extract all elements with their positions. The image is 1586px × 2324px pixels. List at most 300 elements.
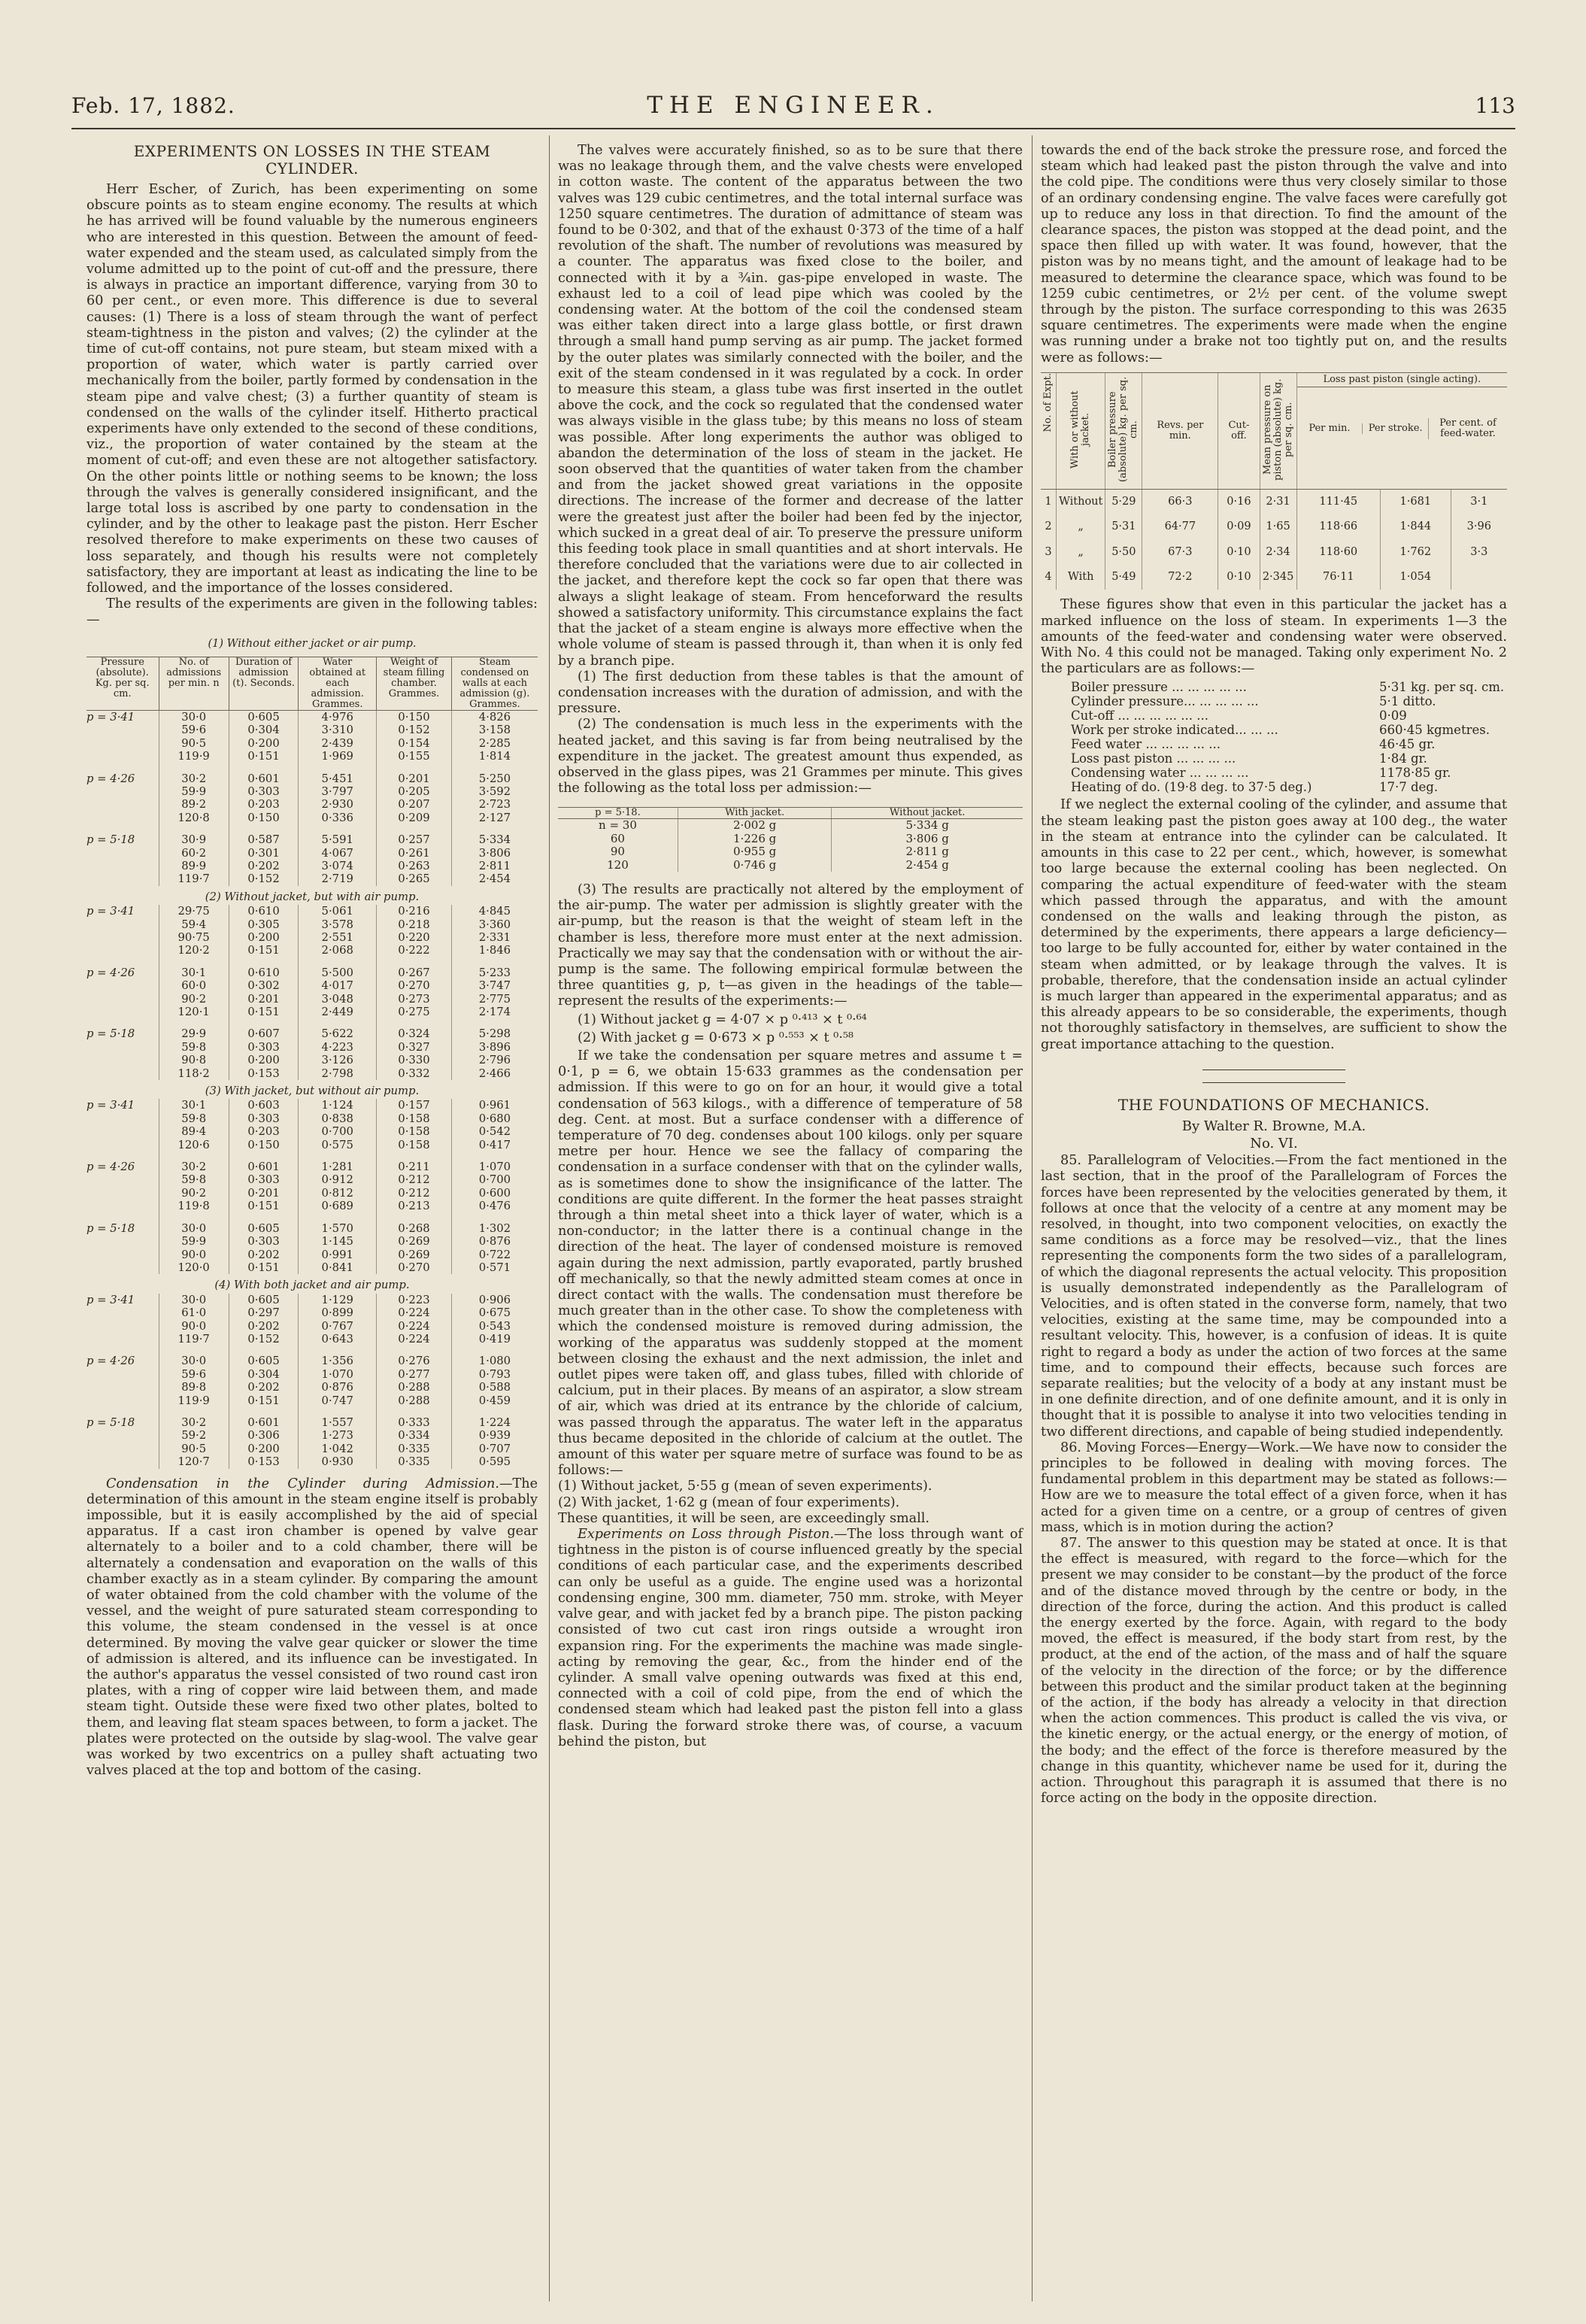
- table-header: No. of admissions per min. n: [159, 657, 229, 710]
- table-cell: 0·10: [1218, 565, 1260, 590]
- table-row: [86, 1099, 538, 1112]
- table-cell: 0·876: [299, 1381, 377, 1394]
- table-cell: 1·762: [1381, 540, 1451, 565]
- table-cell: 2·439: [299, 737, 377, 750]
- table-row: [86, 1306, 538, 1319]
- table-row: [86, 798, 538, 811]
- table-cell: 5·334: [451, 824, 538, 846]
- paragraph: 87. The answer to this question may be stated at once. It is that the effect is measured, with regard to the force—which for the present we may consider to be constant—by the product of the force and of the distance moved through by the centre or body, in the direction of the force, during the action. And this product is called the energy exerted by the force. Again, with regard to the body moved, the effect is measured, if the body start from rest, by the product, at the end of the action, of the mass and of half the square of the velocity in the direction of the force; or by the difference between this product and the similar product taken at the beginning of the action, if the body has already a velocity in that direction when the action commences. This product is called the vis viva, or the kinetic energy, or the actual energy, or the energy of motion, of the body; and the effect of the force is therefore measured by the change in this quantity, whichever name be used for it, during the action. Throughout this paragraph it is assumed that there is no force acting on the body in the opposite direction.: [1041, 1536, 1507, 1807]
- table-cell: 29·75: [159, 905, 229, 918]
- pressure-cell: p = 5·18: [86, 1027, 135, 1041]
- table-cell: 0·303: [229, 1112, 298, 1125]
- article-title: EXPERIMENTS ON LOSSES IN THE STEAM CYLINDER.: [133, 142, 491, 177]
- table-cell: 0·571: [451, 1261, 538, 1274]
- table-cell: „: [1057, 514, 1105, 539]
- pressure-cell: [86, 1006, 159, 1018]
- table-row: [86, 1187, 538, 1200]
- table-cell: 0·153: [229, 1067, 298, 1080]
- table-cell: 89·4: [159, 1125, 229, 1138]
- table-cell: 0·152: [377, 724, 452, 736]
- table-cell: 0·201: [229, 993, 298, 1006]
- table-cell: 5·250: [451, 763, 538, 785]
- particular-row: [1071, 723, 1507, 737]
- table-cell: 4·826: [451, 710, 538, 724]
- table-cell: 0·152: [229, 872, 298, 885]
- table-cell: 76·11: [1296, 565, 1380, 590]
- table-row: [86, 1213, 538, 1235]
- table-cell: 0·150: [377, 710, 452, 724]
- paragraph: These figures show that even in this particular the jacket has a marked influence on the loss of steam. In experiments 1—3 the amounts of the feed-water and condensing water were observed. With No. 4 this could not be managed. Taking only experiment No. 2 the particulars are as follows:—: [1041, 597, 1507, 677]
- table-cell: 0·603: [229, 1099, 298, 1112]
- pressure-cell: [86, 1443, 159, 1455]
- table-cell: 0·158: [377, 1139, 452, 1151]
- table-cell: 1·080: [451, 1346, 538, 1367]
- table-row: [558, 859, 1023, 872]
- table-cell: 59·9: [159, 785, 229, 798]
- table-row: [86, 1368, 538, 1381]
- table-cell: 0·841: [299, 1261, 377, 1274]
- publication-title: THE ENGINEER.: [647, 92, 940, 119]
- particular-value: 1178·85 gr.: [1379, 766, 1451, 781]
- table-cell: 3·806: [451, 847, 538, 860]
- table-cell: 1·124: [299, 1099, 377, 1112]
- table-cell: 0·304: [229, 1368, 298, 1381]
- formula: (2) With jacket g = 0·673 × p ⁰·⁵⁵³ × t ⁰·⁵⁸: [578, 1030, 854, 1045]
- table-cell: 0·265: [377, 872, 452, 885]
- table-row: [86, 979, 538, 992]
- table-cell: 0·906: [451, 1294, 538, 1306]
- table-header: No. of Expt.: [1042, 372, 1054, 432]
- table-cell: [1451, 565, 1507, 590]
- table-header: Weight of steam filling chamber. Grammes.: [377, 657, 452, 710]
- column-2: [558, 143, 1023, 1750]
- table-row: [86, 1381, 538, 1394]
- table-cell: 2·551: [299, 931, 377, 944]
- table-cell: 0·700: [451, 1173, 538, 1186]
- table-cell: 120: [607, 857, 629, 872]
- particular-row: [1071, 680, 1507, 694]
- table-cell: 0·209: [377, 812, 452, 824]
- table-cell: 0·332: [377, 1067, 452, 1080]
- table-cell: 59·6: [159, 724, 229, 736]
- table-row: [86, 1248, 538, 1261]
- particular-row: [1071, 751, 1507, 766]
- table-cell: 0·601: [229, 1407, 298, 1429]
- table-cell: 1·302: [451, 1213, 538, 1235]
- table-row: [1041, 489, 1507, 514]
- table-cell: 4·976: [299, 710, 377, 724]
- table-cell: 3·747: [451, 979, 538, 992]
- table-cell: 1·070: [299, 1368, 377, 1381]
- table-row: [86, 944, 538, 957]
- table-cell: 0·303: [229, 785, 298, 798]
- table-cell: 0·211: [377, 1151, 452, 1173]
- table-cell: 0·643: [299, 1333, 377, 1346]
- pressure-cell: [86, 1235, 159, 1248]
- table-cell: 4·845: [451, 905, 538, 918]
- table-cell: 0·205: [377, 785, 452, 798]
- table-cell: 0·610: [229, 957, 298, 979]
- table-cell: 0·767: [299, 1320, 377, 1333]
- table-cell: 118·60: [1296, 540, 1380, 565]
- table-cell: 90·0: [159, 1320, 229, 1333]
- table-cell: 0·153: [229, 1455, 298, 1468]
- table-row: [86, 931, 538, 944]
- pressure-cell: [86, 993, 159, 1006]
- table-cell: 0·588: [451, 1381, 538, 1394]
- table-row: [86, 1151, 538, 1173]
- table-cell: 30·1: [159, 1099, 229, 1112]
- table-cell: 0·543: [451, 1320, 538, 1333]
- table-cell: 0·216: [377, 905, 452, 918]
- table-cell: 0·276: [377, 1346, 452, 1367]
- table-cell: 1·846: [451, 944, 538, 957]
- pressure-cell: [86, 1333, 159, 1346]
- table-cell: 0·675: [451, 1306, 538, 1319]
- pressure-cell: p = 3·41: [86, 710, 135, 724]
- table-cell: 5·061: [299, 905, 377, 918]
- table-cell: 0·151: [229, 1394, 298, 1407]
- table-cell: 3·806 g: [832, 833, 1023, 845]
- particular-value: 0·09: [1379, 708, 1407, 724]
- table-cell: 0·601: [229, 763, 298, 785]
- table-cell: 67·3: [1142, 540, 1218, 565]
- pressure-cell: [86, 737, 159, 750]
- paragraph: (3) The results are practically not altered by the employment of the air-pump. The water per admission is slightly greater with the air-pump, but the reason is that the weight of steam left in the chamber is less, therefore more must enter at the next admission. Practically we may say that the condensation with or without the air-pump is the same. The following empirical formulæ between the three quantities g, p, t—as given in the headings of the table—represent the results of the experiments:—: [558, 881, 1023, 1009]
- table-cell: 59·2: [159, 1429, 229, 1442]
- table-cell: 0·16: [1218, 489, 1260, 514]
- table-cell: 0·224: [377, 1333, 452, 1346]
- table-cell: 90·75: [159, 931, 229, 944]
- table-header: With or without jacket.: [1069, 390, 1092, 469]
- table-cell: 0·605: [229, 1213, 298, 1235]
- table-cell: With: [1057, 565, 1105, 590]
- pressure-cell: p = 4·26: [86, 1355, 135, 1368]
- table-cell: 0·157: [377, 1099, 452, 1112]
- table-cell: 118·2: [159, 1067, 229, 1080]
- pressure-cell: [86, 1125, 159, 1138]
- table-row: [86, 737, 538, 750]
- table-cell: 0·876: [451, 1235, 538, 1248]
- table-cell: 0·605: [229, 710, 298, 724]
- table-cell: 0·327: [377, 1041, 452, 1054]
- paragraph-text: —The determination of this amount in the steam engine itself is probably impossible, but it is easily accomplished by the aid of special apparatus. If a cast iron chamber is opened by valve gear alternately to a boiler and to a cold chamber, there will be alternately a condensation and evaporation on the walls of this chamber exactly as in a steam cylinder. By comparing the amount of water obtained from the cold chamber with the volume of the vessel, and the weight of pure saturated steam corresponding to this volume, the steam condensed in the vessel is at once determined. By moving the valve gear quicker or slower the time of admission is altered, and its influence can be investigated. In the author's apparatus the vessel consisted of two round cast iron plates, with a ring of copper wire laid between them, and made steam tight. Outside these were fixed two other plates, bolted to them, and leaving flat steam spaces between, to form a jacket. The plates were protected on the outside by slag-wool. The valve gear was worked by two excentrics on a pulley shaft actuating two valves placed at the top and bottom of the casing.: [86, 1476, 538, 1779]
- table-cell: 60·2: [159, 847, 229, 860]
- table-cell: 1·356: [299, 1346, 377, 1367]
- paragraph: If we neglect the external cooling of the cylinder, and assume that the steam leaking past the piston goes away at 100 deg., the water in the steam at entrance into the cylinder can be calculated. It amounts in this case to 22 per cent., which, however, is somewhat too large because the external cooling has been neglected. On comparing the actual expenditure of feed-water with the steam which passed through the apparatus, and with the amount condensed on the walls and leaking through the piston, as determined by the experiments, there appears a large deficiency—too large to be fully accounted for, either by water contained in the steam when admitted, or by leakage through the valves. It is probable, therefore, that the condensation inside an actual cylinder is much larger than appeared in the experimental apparatus; and as this already appears to be so considerable, the experiments, though not thoroughly satisfactory in themselves, are sufficient to show the great importance attaching to the question.: [1041, 797, 1507, 1052]
- table-cell: 0·301: [229, 847, 298, 860]
- table-cell: 2·449: [299, 1006, 377, 1018]
- table-cell: 0·303: [229, 1173, 298, 1186]
- table-cell: 30·1: [159, 957, 229, 979]
- table-cell: 0·304: [229, 724, 298, 736]
- table-cell: 2·331: [451, 931, 538, 944]
- table-cell: 5·591: [299, 824, 377, 846]
- table-cell: 0·257: [377, 824, 452, 846]
- pressure-cell: [86, 1394, 159, 1407]
- table-cell: 0·419: [451, 1333, 538, 1346]
- table-cell: 0·151: [229, 1261, 298, 1274]
- pressure-cell: [86, 1368, 159, 1381]
- table-cell: 0·288: [377, 1394, 452, 1407]
- table-cell: 2·811: [451, 860, 538, 872]
- table-cell: 2·454: [451, 872, 538, 885]
- table-cell: 5·500: [299, 957, 377, 979]
- table-cell: 0·336: [299, 812, 377, 824]
- table-cell: 29·9: [159, 1018, 229, 1040]
- table-cell: 0·275: [377, 1006, 452, 1018]
- table-cell: 89·9: [159, 860, 229, 872]
- table-cell: 0·930: [299, 1455, 377, 1468]
- table-header: Per min.: [1309, 422, 1351, 434]
- table-cell: 4: [1045, 571, 1052, 584]
- particular-label: Loss past piston ... ... ... ...: [1071, 751, 1236, 766]
- table-cell: 1·129: [299, 1294, 377, 1306]
- table-cell: 0·158: [377, 1112, 452, 1125]
- table-cell: 59·8: [159, 1173, 229, 1186]
- pressure-cell: p = 4·26: [86, 1160, 135, 1174]
- table-row: [1041, 565, 1507, 590]
- table-cell: 90·0: [159, 1248, 229, 1261]
- table-cell: 0·747: [299, 1394, 377, 1407]
- table-cell: 0·155: [377, 750, 452, 763]
- pressure-cell: p = 5·18: [86, 1415, 135, 1429]
- pressure-cell: [86, 872, 159, 885]
- table-cell: 119·9: [159, 1394, 229, 1407]
- table-cell: 0·812: [299, 1187, 377, 1200]
- table-row: [86, 1018, 538, 1040]
- table-cell: 59·9: [159, 1235, 229, 1248]
- table-cell: 5·451: [299, 763, 377, 785]
- table-row: [86, 1041, 538, 1054]
- table-cell: 2: [1045, 520, 1052, 533]
- table-cell: 0·267: [377, 957, 452, 979]
- particular-label: Cut-off ... ... ... ... ... ...: [1071, 708, 1208, 724]
- table-cell: 0·587: [229, 824, 298, 846]
- table-cell: 0·224: [377, 1320, 452, 1333]
- table-cell: 2·930: [299, 798, 377, 811]
- table-cell: 1·969: [299, 750, 377, 763]
- table-cell: 0·899: [299, 1306, 377, 1319]
- table-header: Water obtained at each admission. Grammes.: [299, 657, 377, 710]
- table-cell: 0·151: [229, 1006, 298, 1018]
- table-row: [86, 1294, 538, 1306]
- table-row: [558, 833, 1023, 845]
- table-section-title: (3) With jacket, but without air pump.: [205, 1085, 420, 1098]
- table-cell: 119·7: [159, 1333, 229, 1346]
- table-cell: 0·605: [229, 1294, 298, 1306]
- pressure-cell: [86, 1041, 159, 1054]
- table-row: [86, 1200, 538, 1212]
- pressure-cell: [86, 944, 159, 957]
- table-cell: 1·570: [299, 1213, 377, 1235]
- table-cell: 5·49: [1105, 565, 1142, 590]
- paragraph: (2) With jacket, 1·62 g (mean of four experiments).: [558, 1494, 900, 1510]
- table-row: [86, 1455, 538, 1468]
- table-cell: 3·592: [451, 785, 538, 798]
- table-cell: 1·814: [451, 750, 538, 763]
- particular-row: [1071, 708, 1507, 723]
- table-cell: 89·8: [159, 1381, 229, 1394]
- loss-per-admission-table: [558, 807, 1023, 872]
- table-cell: 0·306: [229, 1429, 298, 1442]
- table-row: [86, 724, 538, 736]
- table-cell: 0·939: [451, 1429, 538, 1442]
- table-cell: 0·273: [377, 993, 452, 1006]
- table-cell: 0·838: [299, 1112, 377, 1125]
- table-cell: 30·2: [159, 763, 229, 785]
- table-cell: 0·200: [229, 737, 298, 750]
- table-cell: 0·459: [451, 1394, 538, 1407]
- table-cell: 3·578: [299, 918, 377, 931]
- table-cell: 0·202: [229, 1248, 298, 1261]
- table-cell: 0·793: [451, 1368, 538, 1381]
- particular-value: 5·31 kg. per sq. cm.: [1379, 680, 1505, 695]
- table-cell: 0·700: [299, 1125, 377, 1138]
- table-cell: 119·7: [159, 872, 229, 885]
- table-cell: 1·145: [299, 1235, 377, 1248]
- table-cell: 1·65: [1260, 514, 1296, 539]
- table-cell: Without: [1057, 489, 1105, 514]
- pressure-cell: p = 5·18: [86, 1221, 135, 1235]
- page-number: 113: [1475, 93, 1515, 118]
- table-section-title: (4) With both jacket and air pump.: [214, 1279, 410, 1292]
- issue-date: Feb. 17, 1882.: [71, 93, 235, 118]
- table-cell: „: [1057, 540, 1105, 565]
- table-header: Revs. per min.: [1142, 372, 1218, 489]
- table-cell: 0·575: [299, 1139, 377, 1151]
- table-header: Loss past piston (single acting).: [1297, 373, 1507, 387]
- table-cell: 0·154: [377, 737, 452, 750]
- table-cell: 0·270: [377, 979, 452, 992]
- table-row: [86, 785, 538, 798]
- table-cell: 0·912: [299, 1173, 377, 1186]
- table-row: [86, 872, 538, 885]
- pressure-cell: p = 4·26: [86, 772, 135, 785]
- section-heading: Experiments on Loss through Piston.: [578, 1527, 834, 1543]
- table-cell: 3·797: [299, 785, 377, 798]
- table-header: Steam condensed on walls at each admission (g). Grammes.: [451, 657, 538, 710]
- paragraph: (2) The condensation is much less in the experiments with the heated jacket, and this saving is far from being neutralised by the expenditure in the jacket. The greatest amount thus expended, as observed in the glass pipes, was 21 Grammes per minute. This gives the following as the total loss per admission:—: [558, 717, 1023, 796]
- table-cell: 30·0: [159, 1213, 229, 1235]
- table-row: [1041, 540, 1507, 565]
- table-header: p = 5·18.: [558, 808, 678, 819]
- table-row: [86, 750, 538, 763]
- table-cell: 0·297: [229, 1306, 298, 1319]
- table-row: [86, 1407, 538, 1429]
- table-row: [86, 1443, 538, 1455]
- table-header: Per cent. of feed-water.: [1428, 418, 1507, 439]
- table-cell: 1·226 g: [678, 833, 831, 845]
- table-cell: 2·454 g: [832, 859, 1023, 872]
- table-cell: 0·277: [377, 1368, 452, 1381]
- paragraph: 86. Moving Forces—Energy—Work.—We have now to consider the principles to be followed in dealing with moving forces. The fundamental problem in this department may be stated as follows:—How are we to measure the total effect of a given force, when it has acted for a given time on a centre, or a group of centres of given mass, which is in motion during the action?: [1041, 1440, 1507, 1535]
- table-cell: 64·77: [1142, 514, 1218, 539]
- table-cell: 60·0: [159, 979, 229, 992]
- table-header: With jacket.: [678, 808, 831, 819]
- table-cell: 0·746 g: [678, 859, 831, 872]
- pressure-cell: [86, 785, 159, 798]
- table-cell: 0·10: [1218, 540, 1260, 565]
- table-cell: 0·324: [377, 1018, 452, 1040]
- table-cell: 2·796: [451, 1054, 538, 1066]
- pressure-cell: p = 4·26: [86, 966, 135, 979]
- table-cell: 1·557: [299, 1407, 377, 1429]
- paragraph: These quantities, it will be seen, are exceedingly small.: [558, 1510, 930, 1526]
- table-cell: 5·233: [451, 957, 538, 979]
- table-cell: 2·068: [299, 944, 377, 957]
- table-cell: 5·31: [1105, 514, 1142, 539]
- divider: [1202, 1082, 1345, 1083]
- particular-value: 5·1 ditto.: [1379, 694, 1436, 709]
- table-row: [86, 1173, 538, 1186]
- table-cell: 30·0: [159, 1294, 229, 1306]
- table-cell: 2·798: [299, 1067, 377, 1080]
- table-row: [86, 1394, 538, 1407]
- particular-value: 1·84 gr.: [1379, 751, 1427, 766]
- table-row: [86, 1006, 538, 1018]
- table-header: Pressure (absolute). Kg. per sq. cm.: [86, 657, 159, 710]
- table-cell: 0·200: [229, 1443, 298, 1455]
- column-divider: [1032, 135, 1033, 2301]
- table-cell: 5·334 g: [832, 819, 1023, 833]
- table-cell: 2·345: [1260, 565, 1296, 590]
- table-cell: 0·302: [229, 979, 298, 992]
- table-cell: 3·3: [1451, 540, 1507, 565]
- table-cell: 0·212: [377, 1173, 452, 1186]
- paragraph: Herr Escher, of Zurich, has been experimenting on some obscure points as to steam engine economy. The results at which he has arrived will be found valuable by the numerous engineers who are interested in this question. Between the amount of feed-water expended and the steam used, as calculated simply from the volume admitted up to the point of cut-off and the pressure, there is always in practice an important difference, varying from 30 to 60 per cent., or even more. This difference is due to several causes: (1) There is a loss of steam through the want of perfect steam-tightness in the piston and valves; (2) the cylinder at the time of cut-off contains, not pure steam, but steam mixed with a proportion of water, which water is partly carried over mechanically from the boiler, partly formed by condensation in the steam pipe and valve chest; (3) a further quantity of steam is condensed on the walls of the cylinder itself. Hitherto practical experiments have only extended to the second of these conditions, viz., the proportion of water contained by the steam at the moment of cut-off; and even these are not altogether satisfactory. On the other points little or nothing seems to be known; the loss through the valves is generally considered insignificant, and the large total loss is ascribed by one party to condensation in the cylinder, and by the other to leakage past the piston. Herr Escher resolved therefore to make experiments on these two causes of loss separately, and though his results were not completely satisfactory, they are important at least as indicating the line to be followed, and the importance of the losses considered.: [86, 182, 538, 596]
- table-cell: 120·2: [159, 944, 229, 957]
- table-cell: 89·2: [159, 798, 229, 811]
- table-row: [86, 812, 538, 824]
- table-cell: 61·0: [159, 1306, 229, 1319]
- table-cell: 0·680: [451, 1112, 538, 1125]
- table-cell: 30·0: [159, 710, 229, 724]
- table-cell: 120·0: [159, 1261, 229, 1274]
- table-cell: 0·335: [377, 1443, 452, 1455]
- table-cell: 0·222: [377, 944, 452, 957]
- paragraph: 85. Parallelogram of Velocities.—From the fact mentioned in the last section, that in the proof of the Parallelogram of Forces the forces have been represented by the velocities generated by them, it follows at once that the velocity of a centre at any moment may be resolved, in thought, into two component velocities, on exactly the same conditions as a force may be resolved—viz., that the lines representing the components form the two sides of a parallelogram, of which the diagonal represents the actual velocity. This proposition is usually demonstrated independently as the Parallelogram of Velocities, and is often stated in the converse form, namely, that two velocities, existing at the same time, may be compounded into a resultant velocity. This, however, is a confusion of ideas. It is quite right to regard a body as under the action of two forces at the same time, and to compound their effects, because such forces are separate realities; but the velocity of a body at any instant must be in one definite direction, and of one definite amount, and it is only in thought that it is possible to analyse it into two velocities tending in two different directions, and capable of being studied independently.: [1041, 1153, 1507, 1440]
- table-cell: 1·042: [299, 1443, 377, 1455]
- pressure-cell: [86, 1429, 159, 1442]
- table-cell: 0·263: [377, 860, 452, 872]
- table-cell: 90·5: [159, 737, 229, 750]
- table-cell: 59·8: [159, 1112, 229, 1125]
- table-row: [558, 845, 1023, 858]
- pressure-cell: [86, 1381, 159, 1394]
- table-cell: 5·622: [299, 1018, 377, 1040]
- paragraph: The valves were accurately finished, so as to be sure that there was no leakage through them, and the valve chests were enveloped in cotton waste. The content of the apparatus between the two valves was 129 cubic centimetres, and the total internal surface was 1250 square centimetres. The duration of admittance of steam was found to be 0·302, and that of the exhaust 0·373 of the time of a half revolution of the shaft. The number of revolutions was measured by a counter. The apparatus was fixed close to the boiler, and connected with it by a ¾in. gas-pipe enveloped in waste. The exhaust led to a coil of lead pipe which was cooled by the condensing water. At the bottom of the coil the condensed steam was either taken direct into a large glass bottle, or first drawn through a small hand pump serving as air pump. The jacket formed by the outer plates was similarly connected with the boiler, and the exit of the steam condensed in it was regulated by a cock. In order to measure this steam, a glass tube was first inserted in the outlet above the cock, and the cock so regulated that the condensed water was always visible in the glass tube; by this means no loss of steam was possible. After long experiments the author was obliged to abandon the determination of the loss of steam in the jacket. He soon observed that the quantities of water taken from the chamber and from the jacket showed great variations in the opposite directions. The increase of the former and decrease of the latter were the greatest just after the boiler had been fed by the injector, which sucked in a great deal of air. To preserve the pressure uniform this feeding took place in small quantities and at short intervals. He therefore concluded that the variations were due to air collected in the jacket, and therefore kept the cock so far open that there was always a slight leakage of steam. From henceforward the results showed a satisfactory uniformity. This circumstance explains the fact that the jacket of a steam engine is always more effective when the whole volume of steam is passed through it, than when it is only fed by a branch pipe.: [558, 143, 1023, 669]
- table-cell: 2·002 g: [678, 819, 831, 833]
- table-cell: 0·288: [377, 1381, 452, 1394]
- table-cell: 5·298: [451, 1018, 538, 1040]
- table-cell: 0·151: [229, 750, 298, 763]
- table-cell: 0·605: [229, 1346, 298, 1367]
- pressure-cell: [86, 847, 159, 860]
- table-cell: 120·6: [159, 1139, 229, 1151]
- pressure-cell: [86, 1200, 159, 1212]
- table-cell: 2·775: [451, 993, 538, 1006]
- table-cell: 0·607: [229, 1018, 298, 1040]
- table-cell: 5·50: [1105, 540, 1142, 565]
- table-cell: 0·303: [229, 1041, 298, 1054]
- table-cell: 0·261: [377, 847, 452, 860]
- table-cell: 118·66: [1296, 514, 1380, 539]
- table-cell: 0·158: [377, 1125, 452, 1138]
- table-cell: 3·158: [451, 724, 538, 736]
- table-row: [86, 1333, 538, 1346]
- table-cell: 0·303: [229, 1235, 298, 1248]
